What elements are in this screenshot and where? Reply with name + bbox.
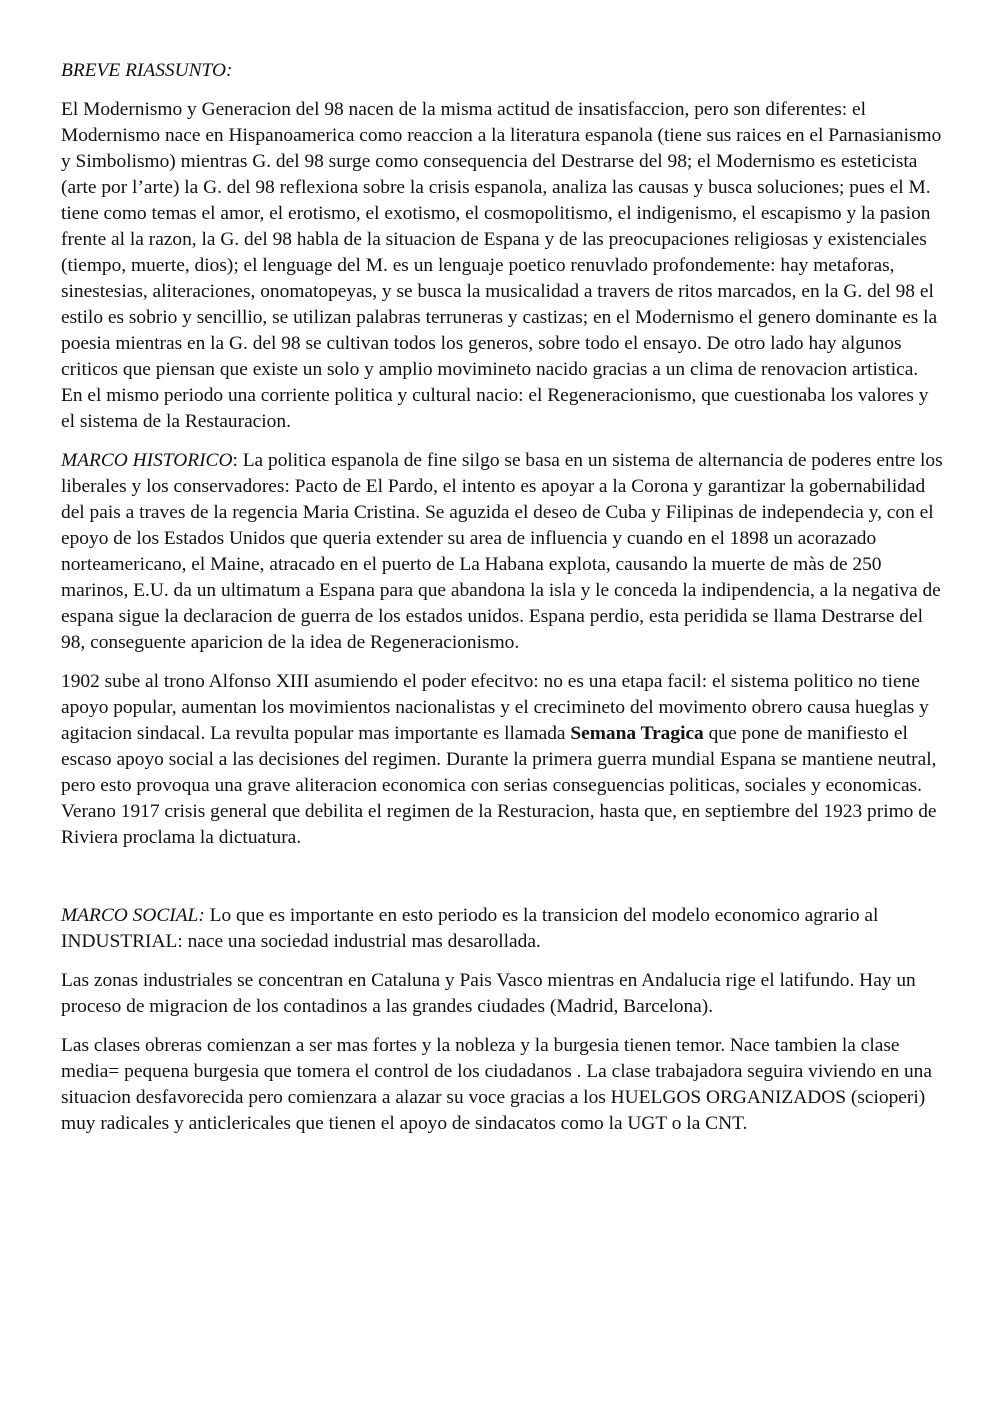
paragraph-marco-social-text: Lo que es importante en esto periodo es la transicion del modelo economico agrario al INDUSTRIAL: nace una sociedad industrial mas desarollada. (61, 905, 879, 952)
vertical-gap (61, 864, 943, 903)
semana-tragica-bold: Semana Tragica (570, 723, 704, 744)
paragraph-alfonso-xiii-before: 1902 sube al trono Alfonso XIII asumiendo el poder efecitvo: no es una etapa facil: el sistema politico no tiene apoyo popular, aumentan los movimientos nacionalistas y el crecimineto del movimento obrero causa hueglas y agitacion sindacal. La revulta popular mas importante es llamada (61, 671, 929, 744)
paragraph-marco-social (61, 903, 943, 955)
section-heading-breve-riassunto: BREVE RIASSUNTO: (61, 60, 233, 81)
paragraph-marco-historico-text: : La politica espanola de fine silgo se basa en un sistema de alternancia de poderes entre los liberales y los conservadores: Pacto de El Pardo, el intento es apoyar a la Corona y garantizar la gobernabilidad del pais a traves de la regencia Maria Cristina. Se aguzida el deseo de Cuba y Filipinas de independecia y, con el epoyo de los Estados Unidos que queria extender su area de influencia y cuando en el 1898 un acorazado norteamericano, el Maine, atracado en el puerto de La Habana explota, causando la muerte de màs de 250 marinos, E.U. da un ultimatum a Espana para que abandona la isla y le conceda la indipendencia, a la negativa de espana sigue la declaracion de guerra de los estados unidos. Espana perdio, esta peridida se llama Destrarse del 98, conseguente aparicion de la idea de Regeneracionismo. (61, 450, 943, 653)
paragraph-breve-riassunto: El Modernismo y Generacion del 98 nacen de la misma actitud de insatisfaccion, pero son diferentes: el Modernismo nace en Hispanoamerica como reaccion a la literatura espanola (tiene sus raices en el Parnasianismo y Simbolismo) mientras G. del 98 surge como consequencia del Destrarse del 98; el Modernismo es esteticista (arte por l’arte) la G. del 98 reflexiona sobre la crisis espanola, analiza las causas y busca soluciones; pues el M. tiene como temas el amor, el erotismo, el exotismo, el cosmopolitismo, el indigenismo, el escapismo y la pasion frente al la razon, la G. del 98 habla de la situacion de Espana y de las preocupaciones religiosas y existenciales (tiempo, muerte, dios); el lenguage del M. es un lenguaje poetico renuvlado profondemente: hay metaforas, sinestesias, aliteraciones, onomatopeyas, y se busca la musicalidad a travers de ritos marcados, en la G. del 98 el estilo es sobrio y sencillio, se utilizan palabras terruneras y castizas; en el Modernismo el genero dominante es la poesia mientras en la G. del 98 se cultivan todos los generos, sobre todo el ensayo. De otro lado hay algunos criticos que piensan que existe un solo y amplio movimineto nacido gracias a un clima de renovacion artistica. En el mismo periodo una corriente politica y cultural nacio: el Regeneracionismo, que cuestionaba los valores y el sistema de la Restauracion. (61, 99, 942, 432)
paragraph-alfonso-xiii-after: que pone de manifiesto el escaso apoyo social a las decisiones del regimen. Durante la primera guerra mundial Espana se mantiene neutral, pero esto provoqua una grave aliteracion economica con serias conseguencias politicas, sociales y economicas. Verano 1917 crisis general que debilita el regimen de la Resturacion, hasta que, en septiembre del 1923 primo de Riviera proclama la dictuatura. (61, 723, 937, 848)
document-page (61, 58, 943, 1150)
section-heading-marco-historico: MARCO HISTORICO (61, 450, 233, 471)
section-heading-marco-social: MARCO SOCIAL: (61, 905, 205, 926)
paragraph-clases-obreras: Las clases obreras comienzan a ser mas fortes y la nobleza y la burgesia tienen temor. Nace tambien la clase media= pequena burgesia que tomera el control de los ciudadanos . La clase trabajadora seguira viviendo en una situacion desfavorecida pero comienzara a alazar su voce gracias a los HUELGOS ORGANIZADOS (scioperi) muy radicales y anticlericales que tienen el apoyo de sindacatos como la UGT o la CNT. (61, 1035, 932, 1134)
paragraph-marco-historico (61, 448, 943, 656)
paragraph-alfonso-xiii (61, 669, 943, 851)
paragraph-zonas-industriales: Las zonas industriales se concentran en Cataluna y Pais Vasco mientras en Andalucia rige el latifundo. Hay un proceso de migracion de los contadinos a las grandes ciudades (Madrid, Barcelona). (61, 970, 916, 1017)
